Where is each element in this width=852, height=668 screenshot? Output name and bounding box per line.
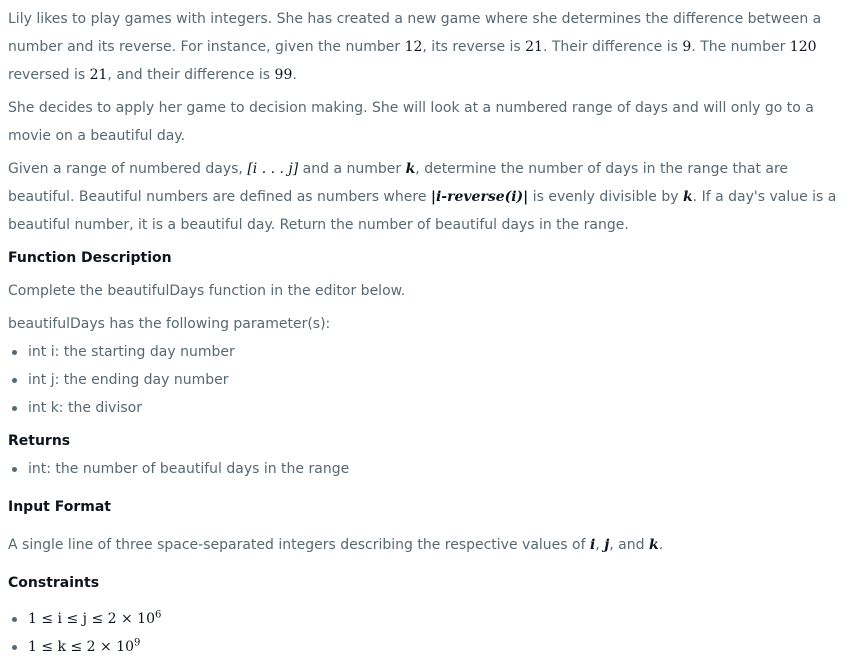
- intro-text: Given a range of numbered days,: [8, 161, 248, 177]
- returns-heading: Returns: [8, 433, 71, 449]
- returns-list: [8, 455, 844, 483]
- problem-statement: [8, 0, 844, 661]
- intro-paragraph-2: She decides to apply her game to decision making. She will look at a numbered range of days and will only go to a movie on a beautiful day.: [8, 100, 814, 144]
- period: .: [658, 537, 664, 553]
- constraint-exponent: 6: [154, 609, 162, 621]
- intro-paragraph-3: [8, 155, 844, 239]
- variable-k-second: k: [682, 189, 693, 205]
- intro-text: , and their difference is: [107, 67, 275, 83]
- number-9: 9: [682, 39, 692, 55]
- number-12: 12: [404, 39, 423, 55]
- parameter-j: int j: the ending day number: [8, 366, 844, 394]
- number-21-second: 21: [89, 67, 108, 83]
- intro-text: reversed is: [8, 67, 90, 83]
- constraint-exponent: 9: [134, 637, 141, 649]
- number-21: 21: [525, 39, 543, 55]
- function-description-heading: Function Description: [8, 250, 172, 266]
- variable-k: k: [648, 537, 659, 553]
- intro-text: Lily likes to play games with integers. She has created a new game where she determines the difference between a number and its reverse. For instance, given the number: [8, 11, 822, 55]
- intro-text: is evenly divisible by: [528, 189, 683, 205]
- intro-text: , its reverse is: [422, 39, 526, 55]
- constraint-text: 1 ≤ k ≤ 2 × 10: [28, 639, 135, 655]
- variable-i: i: [589, 537, 596, 553]
- intro-text: , determine the number of days in the range that are beautiful. Beautiful numbers are defined as numbers where: [8, 161, 789, 205]
- input-format-text: [8, 531, 844, 559]
- constraints-heading: Constraints: [8, 575, 100, 591]
- intro-text: .: [292, 67, 297, 83]
- input-format-label: A single line of three space-separated integers describing the respective values of: [8, 537, 590, 553]
- intro-text: . If a day's value is a beautiful number, it is a beautiful day. Return the number of beautiful days in the range.: [8, 189, 837, 233]
- range-expression: [i . . . j]: [247, 161, 299, 177]
- parameter-i: int i: the starting day number: [8, 338, 844, 366]
- returns-item: int: the number of beautiful days in the range: [8, 455, 844, 483]
- constraint-k: [8, 633, 844, 661]
- parameter-k: int k: the divisor: [8, 394, 844, 422]
- number-99: 99: [274, 67, 293, 83]
- variable-k: k: [405, 161, 416, 177]
- function-description-text: Complete the beautifulDays function in the editor below.: [8, 283, 406, 299]
- parameters-intro: beautifulDays has the following parameter(s):: [8, 316, 331, 332]
- parameter-list: [8, 338, 844, 422]
- intro-text: and a number: [298, 161, 406, 177]
- separator: , and: [609, 537, 649, 553]
- constraint-text: 1 ≤ i ≤ j ≤ 2 × 10: [28, 611, 155, 627]
- input-format-heading: Input Format: [8, 499, 111, 515]
- intro-text: . The number: [691, 39, 790, 55]
- intro-paragraph-1: [8, 5, 844, 89]
- variable-j: j: [604, 537, 610, 553]
- abs-difference-expression: |i-reverse(i)|: [430, 189, 529, 205]
- number-120: 120: [789, 39, 817, 55]
- separator: ,: [595, 537, 605, 553]
- constraints-list: [8, 605, 844, 661]
- intro-text: . Their difference is: [542, 39, 683, 55]
- constraint-i-j: [8, 605, 844, 633]
